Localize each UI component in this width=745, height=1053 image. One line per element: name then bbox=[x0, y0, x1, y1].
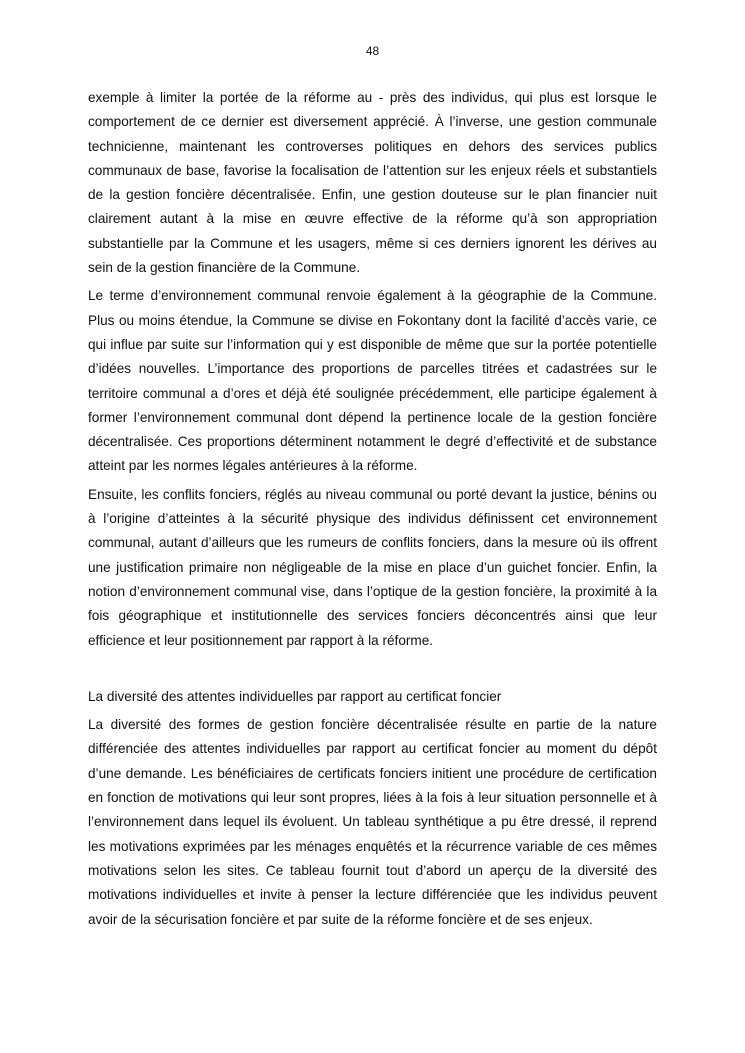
document-body bbox=[88, 86, 657, 936]
section-paragraph: La diversité des formes de gestion foncière décentralisée résulte en partie de la nature différenciée des attentes individuelles par rapport au certificat foncier au moment du dépôt d’une demande. Les bénéficiaires de certificats fonciers initient une procédure de certification en fonction de motivations qui leur sont propres, liées à la fois à leur situation personnelle et à l’environnement dans lequel ils évoluent. Un tableau synthétique a pu être dressé, il reprend les motivations exprimées par les ménages enquêtés et la récurrence variable de ces mêmes motivations selon les sites. Ce tableau fournit tout d’abord un aperçu de la diversité des motivations individuelles et invite à penser la lecture différenciée que les individus peuvent avoir de la sécurisation foncière et par suite de la réforme foncière et de ses enjeux. bbox=[88, 717, 657, 927]
section-heading: La diversité des attentes individuelles par rapport au certificat foncier bbox=[88, 688, 502, 704]
paragraph-1: exemple à limiter la portée de la réforme au - près des individus, qui plus est lorsque le comportement de ce dernier est diversement apprécié. À l’inverse, une gestion communale technicienne, maintenant les controverses politiques en dehors des services publics communaux de base, favorise la focalisation de l’attention sur les enjeux réels et substantiels de la gestion foncière décentralisée. Enfin, une gestion douteuse sur le plan financier nuit clairement autant à la mise en œuvre effective de la réforme qu’à son appropriation substantielle par la Commune et les usagers, même si ces derniers ignorent les dérives au sein de la gestion financière de la Commune. bbox=[88, 90, 657, 276]
paragraph-2: Le terme d’environnement communal renvoie également à la géographie de la Commune. Plus ou moins étendue, la Commune se divise en Fokontany dont la facilité d’accès varie, ce qui influe par suite sur l’information qui y est disponible de même que sur la portée potentielle d’idées nouvelles. L’importance des proportions de parcelles titrées et cadastrées sur le territoire communal a d’ores et déjà été soulignée précédemment, elle participe également à former l’environnement communal dont dépend la pertinence locale de la gestion foncière décentralisée. Ces proportions déterminent notamment le degré d’effectivité et de substance atteint par les normes légales antérieures à la réforme. bbox=[88, 288, 657, 474]
paragraph-3: Ensuite, les conflits fonciers, réglés au niveau communal ou porté devant la justice, bénins ou à l’origine d’atteintes à la sécurité physique des individus définissent cet environnement communal, autant d’ailleurs que les rumeurs de conflits fonciers, dans la mesure où ils offrent une justification primaire non négligeable de la mise en place d’un guichet foncier. Enfin, la notion d’environnement communal vise, dans l’optique de la gestion foncière, la proximité à la fois géographique et institutionnelle des services fonciers déconcentrés ainsi que leur efficience et leur positionnement par rapport à la réforme. bbox=[88, 486, 657, 648]
page-number: 48 bbox=[365, 44, 380, 58]
